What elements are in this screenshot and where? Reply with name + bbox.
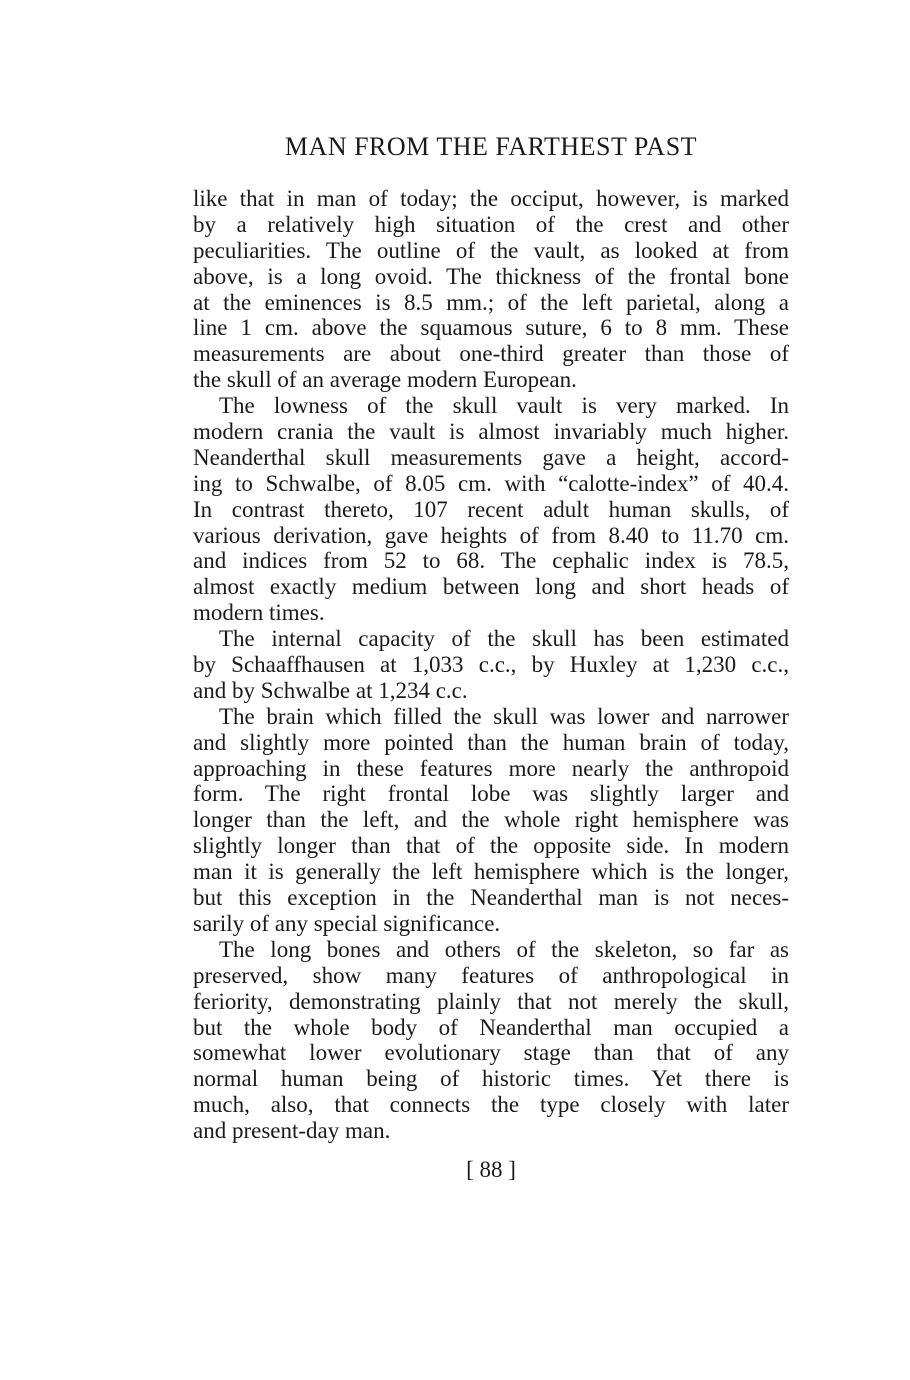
text-line: preserved, show many features of anthropological in [193,962,789,988]
text-line: much, also, that connects the type closely with later [193,1092,789,1118]
paragraph [193,626,789,704]
text-line: measurements are about one-third greater than those of [193,341,789,367]
text-line: man it is generally the left hemisphere which is the longer, [193,859,789,885]
text-line: modern crania the vault is almost invariably much higher. [193,419,789,445]
text-line: above, is a long ovoid. The thickness of the frontal bone [193,263,789,289]
text-line: Neanderthal skull measurements gave a height, accord- [193,444,789,470]
running-head: MAN FROM THE FARTHEST PAST [284,132,698,161]
text-line: The lowness of the skull vault is very marked. In [219,393,789,419]
text-line: various derivation, gave heights of from 8.40 to 11.70 cm. [193,522,789,548]
paragraph [193,937,789,1144]
text-line: and slightly more pointed than the human brain of today, [193,729,789,755]
text-line: modern times. [193,600,325,626]
text-line: but the whole body of Neanderthal man occupied a [193,1014,789,1040]
text-line: at the eminences is 8.5 mm.; of the left parietal, along a [193,289,789,315]
text-line: almost exactly medium between long and short heads of [193,574,789,600]
paragraph [193,186,789,393]
text-line: The long bones and others of the skeleton, so far as [219,936,789,962]
text-line: the skull of an average modern European. [193,367,577,393]
text-line: slightly longer than that of the opposite side. In modern [193,833,789,859]
paragraph [193,393,789,626]
text-line: by Schaaffhausen at 1,033 c.c., by Huxley at 1,230 c.c., [193,652,789,678]
text-line: line 1 cm. above the squamous suture, 6 to 8 mm. These [193,315,789,341]
paragraph [193,704,789,937]
text-line: by a relatively high situation of the crest and other [193,211,789,237]
text-line: peculiarities. The outline of the vault, as looked at from [193,237,789,263]
text-line: sarily of any special significance. [193,910,501,936]
text-line: The internal capacity of the skull has been estimated [219,626,789,652]
text-line: and present-day man. [193,1118,391,1144]
text-line: normal human being of historic times. Yet there is [193,1066,789,1092]
body-text [193,186,789,1144]
text-line: longer than the left, and the whole right hemisphere was [193,807,789,833]
page-number: [ 88 ] [466,1157,516,1182]
text-line: but this exception in the Neanderthal man is not neces- [193,885,789,911]
text-line: form. The right frontal lobe was slightly larger and [193,781,789,807]
text-line: and by Schwalbe at 1,234 c.c. [193,677,468,703]
text-line: feriority, demonstrating plainly that not merely the skull, [193,988,789,1014]
text-line: somewhat lower evolutionary stage than that of any [193,1040,789,1066]
text-line: approaching in these features more nearly the anthropoid [193,755,789,781]
text-line: In contrast thereto, 107 recent adult human skulls, of [193,496,789,522]
text-line: like that in man of today; the occiput, however, is marked [193,186,789,211]
text-line: and indices from 52 to 68. The cephalic index is 78.5, [193,548,789,574]
text-line: The brain which filled the skull was lower and narrower [219,703,789,729]
text-line: ing to Schwalbe, of 8.05 cm. with “calotte-index” of 40.4. [193,470,789,496]
